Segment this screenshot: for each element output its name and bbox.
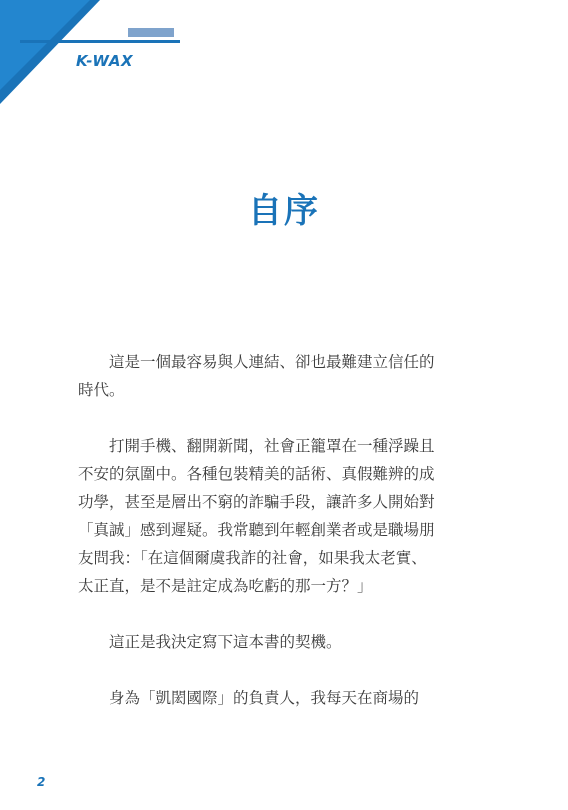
paragraph: [78, 432, 478, 600]
paragraph: [78, 628, 478, 656]
page-title: 自序: [248, 191, 320, 231]
body-text: [78, 348, 478, 740]
text-line: 太正直，是不是註定成為吃虧的那一方？」: [78, 577, 373, 595]
text-line: 「真誠」感到遲疑。我常聽到年輕創業者或是職場朋: [78, 521, 435, 539]
text-line: 功學，甚至是層出不窮的詐騙手段，讓許多人開始對: [78, 493, 435, 511]
text-line: 友問我：「在這個爾虞我詐的社會，如果我太老實、: [78, 549, 427, 567]
page-number: 2: [37, 775, 46, 789]
brand-logo: K-WAX: [76, 52, 134, 70]
text-line: 這是一個最容易與人連結、卻也最難建立信任的: [109, 353, 435, 371]
text-line: 不安的氛圍中。各種包裝精美的話術、真假難辨的成: [78, 465, 435, 483]
text-line: 這正是我決定寫下這本書的契機。: [109, 633, 342, 651]
text-line: 打開手機、翻開新聞，社會正籠罩在一種浮躁且: [109, 437, 435, 455]
paragraph: [78, 348, 478, 404]
paragraph: [78, 684, 478, 712]
text-line: 時代。: [78, 381, 125, 399]
text-line: 身為「凱閎國際」的負責人，我每天在商場的: [109, 689, 420, 707]
